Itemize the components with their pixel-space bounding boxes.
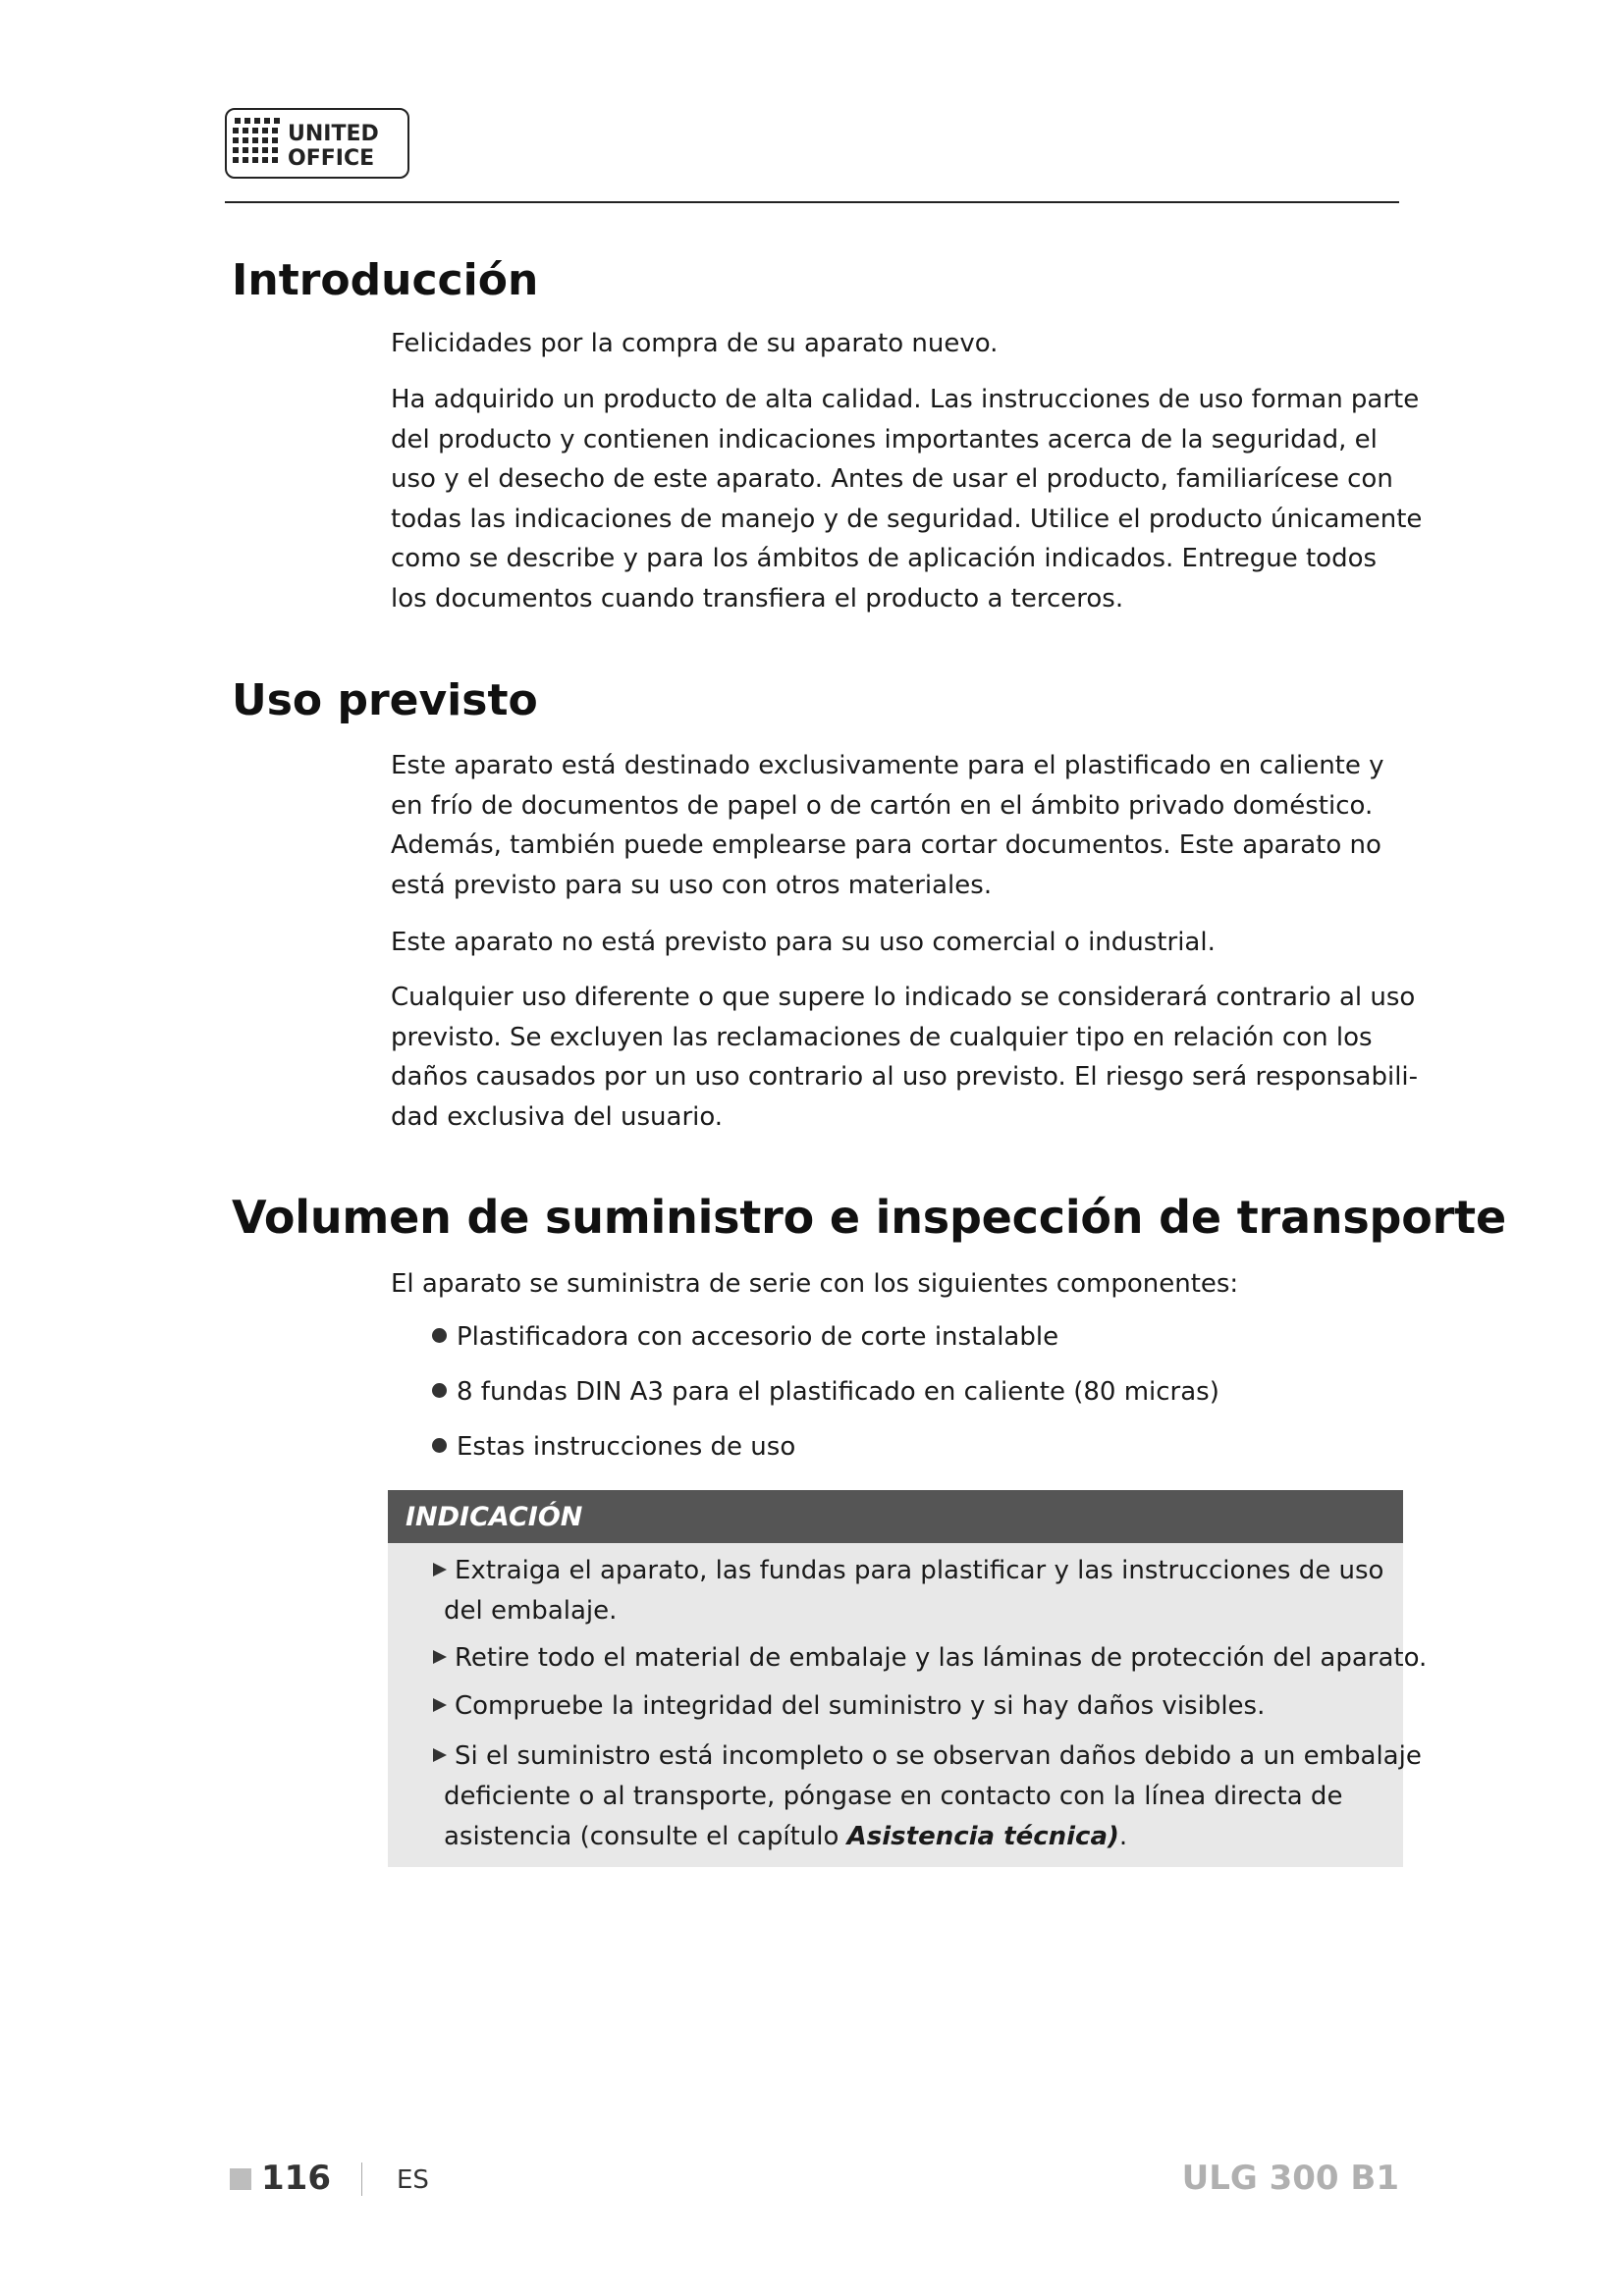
notice-box: [388, 1490, 1428, 1867]
section-title-intro: Introducción: [232, 255, 539, 305]
header-rule: [225, 201, 1399, 203]
chapter-reference: Asistencia técnica): [846, 1822, 1119, 1851]
model-name: ULG 300 B1: [1181, 2159, 1399, 2198]
list-item: 8 fundas DIN A3 para el plastificado en caliente (80 micras): [432, 1372, 1219, 1412]
footer-divider: [361, 2163, 362, 2196]
list-item: Estas instrucciones de uso: [432, 1427, 795, 1467]
uso-paragraph-3: Cualquier uso diferente o que supere lo indicado se considerará contrario al uso previsto. Se excluyen las reclamaciones de cualquier tipo en relación con los daños causados por un uso contrario al uso previsto. El riesgo será responsabili- dad exclusiva del usuario.: [391, 983, 1419, 1132]
logo-line1: UNITED: [288, 122, 379, 146]
language-code: ES: [397, 2165, 429, 2195]
footer-square-marker: [230, 2168, 251, 2190]
logo-line2: OFFICE: [288, 146, 375, 171]
bullet-dot-icon: [432, 1383, 447, 1398]
bullet-dot-icon: [432, 1438, 447, 1453]
section-title-uso-previsto: Uso previsto: [232, 675, 538, 725]
list-item: Plastificadora con accesorio de corte instalable: [432, 1317, 1058, 1357]
united-office-logo: [225, 108, 409, 179]
intro-paragraph-1: Felicidades por la compra de su aparato nuevo.: [391, 329, 999, 358]
page-number: 116: [261, 2159, 331, 2198]
notice-item: Compruebe la integridad del suministro y si hay daños visibles.: [437, 1686, 1419, 1727]
section-title-volumen: Volumen de suministro e inspección de transporte: [232, 1191, 1506, 1244]
uso-paragraph-2: Este aparato no está previsto para su uso comercial o industrial.: [391, 928, 1216, 957]
notice-header: INDICACIÓN: [388, 1490, 1403, 1543]
uso-paragraph-1: Este aparato está destinado exclusivamente para el plastificado en caliente y en frío de documentos de papel o de cartón en el ámbito privado doméstico. Además, también puede emplearse para cortar documentos. Este aparato no está previsto para su uso con otros materiales.: [391, 751, 1384, 900]
notice-item: Extraiga el aparato, las fundas para plastificar y las instrucciones de uso del embalaje.: [437, 1551, 1419, 1631]
dot-grid-icon: [233, 118, 280, 163]
notice-item: Si el suministro está incompleto o se observan daños debido a un embalaje deficiente o al transporte, póngase en contacto con la línea directa de asistencia (consulte el capítulo Asistencia técnica).: [437, 1736, 1419, 1857]
intro-paragraph-2: Ha adquirido un producto de alta calidad. Las instrucciones de uso forman parte del producto y contienen indicaciones importantes acerca de la seguridad, el uso y el desecho de este aparato. Antes de usar el producto, familiarícese con todas las indicaciones de manejo y de seguridad. Utilice el producto únicamente como se describe y para los ámbitos de aplicación indicados. Entregue todos los documentos cuando transfiera el producto a terceros.: [391, 385, 1423, 614]
arrow-right-icon: [433, 1563, 447, 1576]
arrow-right-icon: [433, 1650, 447, 1664]
bullet-dot-icon: [432, 1328, 447, 1343]
arrow-right-icon: [433, 1698, 447, 1712]
volumen-intro: El aparato se suministra de serie con los siguientes componentes:: [391, 1269, 1239, 1299]
arrow-right-icon: [433, 1748, 447, 1762]
notice-item: Retire todo el material de embalaje y las láminas de protección del aparato.: [437, 1638, 1419, 1679]
